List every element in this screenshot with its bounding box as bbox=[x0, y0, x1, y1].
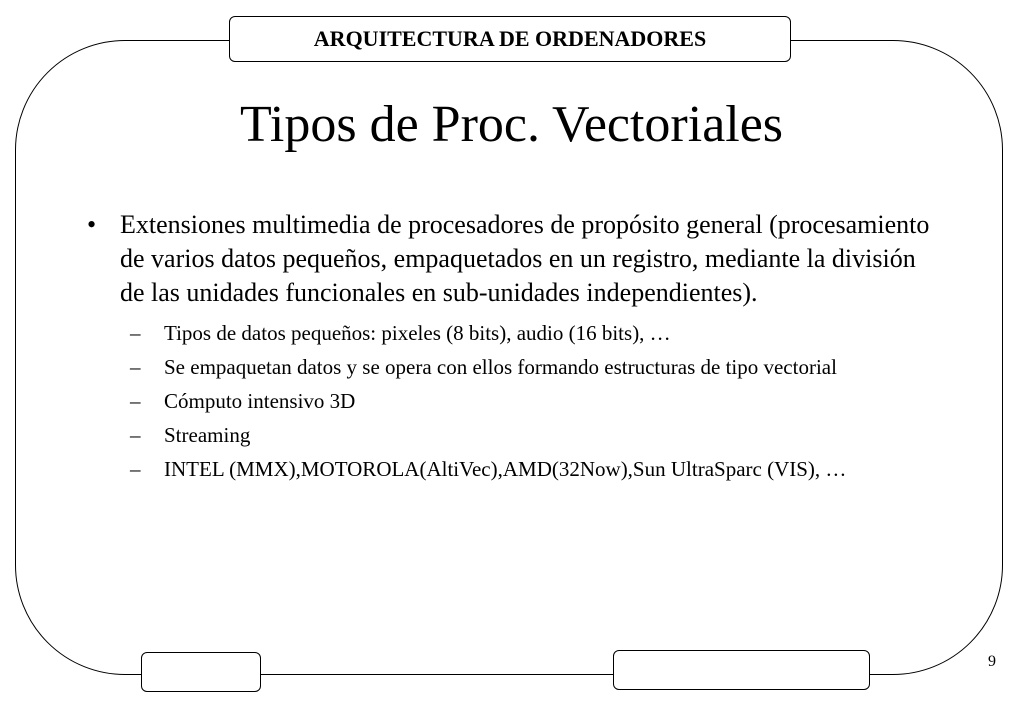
sub-bullet-item bbox=[130, 320, 940, 347]
sub-bullet-marker: – bbox=[130, 321, 141, 345]
sub-bullet-text: Se empaquetan datos y se opera con ellos formando estructuras de tipo vectorial bbox=[164, 355, 837, 379]
sub-bullet-text: Tipos de datos pequeños: pixeles (8 bits), audio (16 bits), … bbox=[164, 321, 671, 345]
sub-bullet-item bbox=[130, 422, 940, 449]
bullet-text: Extensiones multimedia de procesadores de propósito general (procesamiento de varios datos pequeños, empaquetados en un registro, mediante la división de las unidades funcionales en sub-unidades independientes). bbox=[120, 210, 930, 307]
bullet-marker: • bbox=[87, 210, 97, 239]
footer-right-box bbox=[613, 650, 870, 690]
slide-title: Tipos de Proc. Vectoriales bbox=[239, 96, 784, 153]
sub-bullet-item bbox=[130, 354, 940, 381]
sub-bullet-item bbox=[130, 456, 940, 483]
sub-bullet-marker: – bbox=[130, 389, 141, 413]
footer-left-box bbox=[141, 652, 261, 692]
sub-bullet-list bbox=[80, 320, 940, 483]
sub-bullet-item bbox=[130, 388, 940, 415]
sub-bullet-text: INTEL (MMX),MOTOROLA(AltiVec),AMD(32Now),Sun UltraSparc (VIS), … bbox=[164, 457, 847, 481]
sub-bullet-text: Cómputo intensivo 3D bbox=[164, 389, 356, 413]
bullet-item bbox=[80, 208, 940, 310]
sub-bullet-marker: – bbox=[130, 423, 141, 447]
sub-bullet-text: Streaming bbox=[164, 423, 251, 447]
sub-bullet-marker: – bbox=[130, 457, 141, 481]
sub-bullet-marker: – bbox=[130, 355, 141, 379]
page-number: 9 bbox=[988, 653, 996, 670]
slide-content bbox=[80, 208, 940, 490]
header-title: ARQUITECTURA DE ORDENADORES bbox=[229, 16, 791, 62]
